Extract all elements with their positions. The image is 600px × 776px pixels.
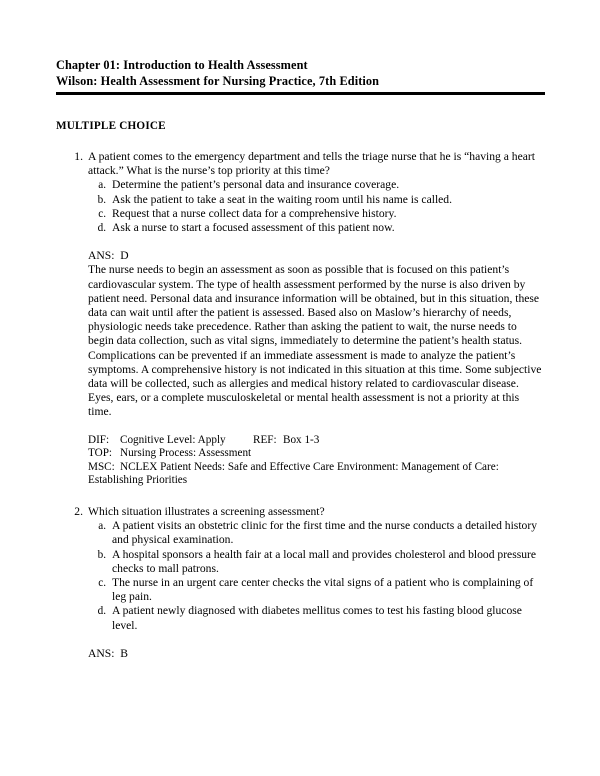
header-chapter-title: Chapter 01: Introduction to Health Assessment (56, 58, 308, 72)
metadata-key-top: TOP: (88, 447, 113, 460)
question-number: 1. (74, 150, 83, 163)
header-book-title: Wilson: Health Assessment for Nursing Practice, 7th Edition (56, 73, 380, 88)
section-heading-multiple-choice: MULTIPLE CHOICE (56, 120, 166, 132)
document-header (56, 58, 545, 89)
metadata-key-msc: MSC: (88, 460, 115, 473)
question-metadata-block (56, 434, 545, 488)
metadata-row-ref (253, 434, 319, 448)
option-letter: d. (97, 605, 106, 618)
option-row[interactable] (56, 519, 545, 547)
page-content (56, 58, 545, 661)
option-text: Request that a nurse collect data for a comprehensive history. (112, 206, 397, 220)
question-block (56, 150, 545, 488)
option-row[interactable] (56, 604, 545, 632)
question-block (56, 505, 545, 661)
metadata-value-dif: Cognitive Level: Apply (120, 433, 226, 446)
answer-key-label: ANS: B (88, 646, 128, 660)
option-row[interactable] (56, 207, 545, 221)
option-row[interactable] (56, 178, 545, 192)
question-stem-text: Which situation illustrates a screening assessment? (88, 505, 325, 519)
option-text: A patient visits an obstetric clinic for the first time and the nurse conducts a detailed history and physical examination. (112, 519, 537, 547)
option-text: A patient newly diagnosed with diabetes mellitus comes to test his fasting blood glucose level. (112, 604, 522, 632)
question-options-list (56, 178, 545, 235)
option-text: The nurse in an urgent care center checks the vital signs of a patient who is complaining of leg pain. (112, 576, 534, 604)
option-letter: c. (98, 577, 106, 590)
metadata-key-ref: REF: (253, 433, 277, 446)
question-stem-row (56, 505, 545, 519)
question-number: 2. (74, 505, 83, 519)
option-letter: a. (98, 179, 106, 192)
answer-rationale-text: The nurse needs to begin an assessment as soon as possible that is focused on this patient’s cardiovascular system. The type of health assessment performed by the nurse is also driven by patient need. Personal data and insurance information will be obtained, but in this situation, these data can wait until after the patient is assessed. Based also on Maslow’s hierarchy of needs, physiologic needs take precedence. Rather than asking the patient to wait, the nurse needs to begin data collection, such as vital signs, immediately to determine the patient’s health status. Complications can be prevented if an immediate assessment is made to analyze the patient’s symptoms. A comprehensive history is not indicated in this situation at this time. Some subjective data will be collected, such as allergies and medical history related to cardiovascular disease. Eyes, ears, or a complete musculoskeletal or mental health assessment is not a priority at this time. (88, 263, 542, 419)
option-letter: a. (98, 520, 106, 533)
question-stem-row (56, 150, 545, 178)
option-row[interactable] (56, 221, 545, 235)
option-letter: c. (98, 207, 106, 220)
option-letter: d. (97, 222, 106, 235)
metadata-key-dif: DIF: (88, 433, 110, 446)
option-text: Ask a nurse to start a focused assessment of this patient now. (112, 221, 395, 235)
option-letter: b. (97, 548, 106, 561)
option-text: Determine the patient’s personal data and insurance coverage. (112, 178, 400, 192)
answer-key-label: ANS: D (88, 249, 129, 263)
header-divider-rule (56, 92, 545, 95)
option-row[interactable] (56, 576, 545, 604)
metadata-row-top (88, 447, 545, 461)
metadata-row-msc (88, 461, 545, 488)
metadata-value-msc-continued: Establishing Priorities (88, 474, 188, 487)
metadata-value-ref: Box 1-3 (283, 433, 320, 446)
metadata-value-top: Nursing Process: Assessment (120, 447, 252, 460)
question-options-list (56, 519, 545, 633)
option-letter: b. (97, 193, 106, 206)
option-text: A hospital sponsors a health fair at a local mall and provides cholesterol and blood pressure checks to mall patrons. (112, 547, 537, 575)
option-row[interactable] (56, 193, 545, 207)
metadata-value-msc: NCLEX Patient Needs: Safe and Effective Care Environment: Management of Care: (120, 460, 499, 473)
option-text: Ask the patient to take a seat in the waiting room until his name is called. (112, 192, 453, 206)
option-row[interactable] (56, 548, 545, 576)
metadata-row-dif (88, 434, 545, 448)
question-stem-text: A patient comes to the emergency department and tells the triage nurse that he is “having a heart attack.” What is the nurse’s top priority at this time? (88, 150, 535, 178)
answer-group (56, 249, 545, 419)
